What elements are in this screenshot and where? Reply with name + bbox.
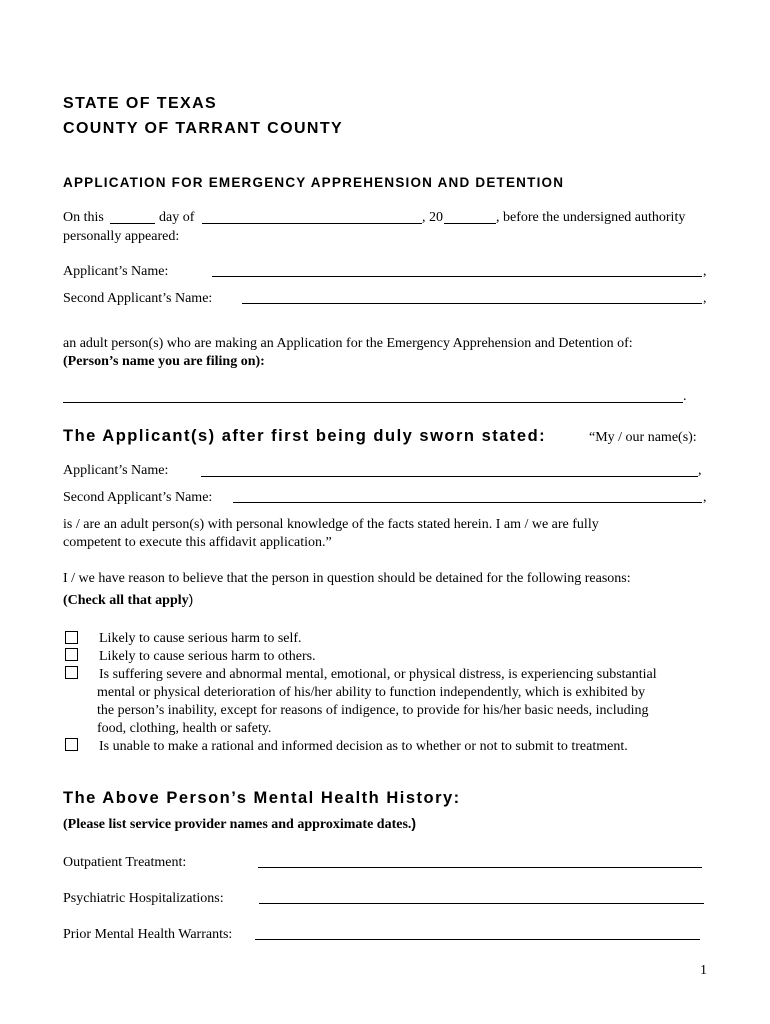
filing-on-label: (Person’s name you are filing on):: [63, 354, 265, 369]
day-of-label: day of: [159, 210, 195, 225]
history-instructions: [63, 814, 416, 834]
check-all-label: [63, 590, 193, 610]
reason-checkbox-harm-others[interactable]: [65, 648, 78, 661]
sworn-applicant-name-field[interactable]: [201, 476, 698, 477]
period: .: [683, 389, 687, 404]
knowledge-text-line2: competent to execute this affidavit application.”: [63, 535, 332, 550]
history-instructions-text: (Please list service provider names and approximate dates.: [63, 817, 412, 832]
my-our-names-label: “My / our name(s):: [589, 430, 697, 445]
psychiatric-label: Psychiatric Hospitalizations:: [63, 891, 224, 906]
month-field[interactable]: [202, 223, 422, 224]
reason-distress-cont-2: the person’s inability, except for reasons of indigence, to provide for his/her basic needs, including: [97, 703, 649, 718]
sworn-second-applicant-name-field[interactable]: [233, 502, 702, 503]
history-heading: The Above Person’s Mental Health History:: [63, 789, 461, 807]
form-title: APPLICATION FOR EMERGENCY APPREHENSION AND DETENTION: [63, 175, 565, 190]
reason-distress-label: Is suffering severe and abnormal mental, emotional, or physical distress, is experiencing substantial: [99, 667, 657, 682]
outpatient-label: Outpatient Treatment:: [63, 855, 187, 870]
second-applicant-name-field[interactable]: [242, 303, 702, 304]
year-field[interactable]: [444, 223, 496, 224]
warrants-field[interactable]: [255, 939, 700, 940]
comma: ,: [703, 264, 707, 279]
reason-harm-others-label: Likely to cause serious harm to others.: [99, 649, 316, 664]
applicant-name-field[interactable]: [212, 276, 702, 277]
adult-persons-text: an adult person(s) who are making an Application for the Emergency Apprehension and Detention of:: [63, 336, 633, 351]
year-prefix-label: , 20: [422, 210, 443, 225]
check-all-text: (Check all that apply: [63, 593, 189, 608]
sworn-heading: The Applicant(s) after first being duly sworn stated:: [63, 427, 547, 445]
applicant-name-label: Applicant’s Name:: [63, 264, 169, 279]
reason-self-harm-label: Likely to cause serious harm to self.: [99, 631, 302, 646]
sworn-applicant-name-label: Applicant’s Name:: [63, 463, 169, 478]
reason-checkbox-distress[interactable]: [65, 666, 78, 679]
check-all-paren: ): [188, 591, 194, 607]
warrants-label: Prior Mental Health Warrants:: [63, 927, 233, 942]
before-authority-label: , before the undersigned authority: [496, 210, 686, 225]
second-applicant-name-label: Second Applicant’s Name:: [63, 291, 213, 306]
sworn-second-applicant-name-label: Second Applicant’s Name:: [63, 490, 213, 505]
comma: ,: [698, 463, 702, 478]
person-filing-on-field[interactable]: [63, 402, 683, 403]
reason-distress-cont-3: food, clothing, health or safety.: [97, 721, 272, 736]
reasons-intro: I / we have reason to believe that the person in question should be detained for the following reasons:: [63, 571, 631, 586]
history-instructions-paren: ): [411, 815, 417, 831]
psychiatric-field[interactable]: [259, 903, 704, 904]
county-heading: COUNTY OF TARRANT COUNTY: [63, 120, 344, 137]
state-heading: STATE OF TEXAS: [63, 95, 218, 112]
day-field[interactable]: [110, 223, 155, 224]
reason-unable-decide-label: Is unable to make a rational and informed decision as to whether or not to submit to treatment.: [99, 739, 628, 754]
on-this-label: On this: [63, 210, 104, 225]
reason-checkbox-self-harm[interactable]: [65, 631, 78, 644]
knowledge-text-line1: is / are an adult person(s) with personal knowledge of the facts stated herein. I am / we are fully: [63, 517, 599, 532]
personally-appeared-label: personally appeared:: [63, 229, 180, 244]
reason-checkbox-unable-decide[interactable]: [65, 738, 78, 751]
reason-distress-cont-1: mental or physical deterioration of his/her ability to function independently, which is exhibited by: [97, 685, 646, 700]
comma: ,: [703, 291, 707, 306]
page-number: 1: [700, 963, 707, 978]
outpatient-field[interactable]: [258, 867, 702, 868]
comma: ,: [703, 490, 707, 505]
